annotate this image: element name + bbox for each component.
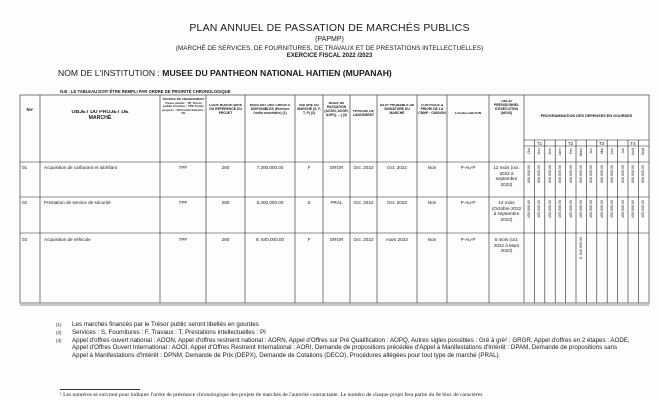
month-amount: 600,000.00 [547,165,552,183]
row-source: TPF [178,237,188,242]
month-amount: 600,000.00 [599,165,604,183]
month-amount: 8, 840,000.00 [579,237,583,259]
month-amount: 450,000.00 [558,200,563,218]
row-no: 01 [22,165,28,170]
page-acronym: (PAPMP) [315,36,344,43]
row-date-signature: Oct. 2022 [387,200,407,205]
row-delai: 12 mois (Octobre 2022 à septembre 2023) [491,200,522,222]
month-amount: 600,000.00 [641,165,646,183]
page-title: PLAN ANNUEL DE PASSATION DE MARCHÉS PUBLICS [189,22,470,34]
priority-note: N.B : LE TABLEAU DOIT ÊTRE REMPLI PAR ORDRE DE PRIORITÉ CHRONOLOGIQUE [60,89,231,94]
row-no: 03 [22,237,28,242]
row-periode: Oct. 2022 [353,165,374,170]
month-amount: 600,000.00 [568,165,573,183]
col-header-nature: NATURE DU MARCHÉ (S, F, T, P) (2) [297,104,321,115]
col-header-mode: MODE DE PASSATION (AOON, AOOR, AOPQ, ...) (3) [324,102,349,117]
row-objet: Prestation de service de sécurité [44,200,111,205]
col-header-objet: OBJET DU PROJET DE MARCHÉ [71,110,129,121]
month-header: Fév [568,148,573,154]
institution-label: NOM DE L'INSTITUTION : [58,68,160,78]
row-date-signature: Oct. 2022 [387,165,407,170]
quarter-t2: T2 [567,140,574,146]
row-localisation: P-Au-P [460,165,476,170]
month-amount: 450,000.00 [537,200,542,218]
col-header-periode: PÉRIODE DE LANCEMENT [352,110,375,117]
row-objet: Acquisition de véhicule [44,237,91,242]
footnote-rule [60,389,140,390]
month-amount: 450,000.00 [631,200,635,218]
month-header: Avr [589,148,594,154]
row-localisation: P-Au-P [460,237,476,242]
note-item [56,336,632,360]
note-label: (3) [56,337,62,343]
row-date-signature: mars 2023 [386,237,408,242]
month-amount: 600,000.00 [620,165,625,183]
row-delai: 12 mois (oct. 2022 à septembre 2023) [493,165,520,187]
fiscal-year: EXERCICE FISCAL 2022 /2023 [286,53,373,59]
note-item [56,328,632,337]
month-header: Juin [610,148,615,155]
row-periode: Oct. 2022 [353,200,374,205]
page-subtitle: (MARCHÉ DE SERVICES, DE FOURNITURES, DE TRAVAUX ET DE PRESTATIONS INTELLECTUELLES) [175,45,484,52]
row-mode: GRGR [329,237,344,242]
note-text: Appel d'offres ouvert national : AOON, Appel d'offres restreint national : AORN, Appel d'Offres sur Pré Qualification : AOPQ, Autres sigles possibles : Gré à gré² : GRGR, Appel d'offres en 2 étapes : AODE, Appel d'Offres Ouvert International : AOOI, Appel d'Offres Restreint International : AORI, Demande de propositions précédée d'Appel à Manifestations d'Intérêt : DPAM, Demande de propositions sans Appel à Manifestations d'Intérêt : DPNM, Demande de Prix (DEPX), Demande de Cotations (DECO), Procédures allégées pour tout type de marché (PRAL). [72,336,630,359]
month-amount: 600,000.00 [527,165,531,183]
month-header: Nov [537,148,542,155]
row-nature: F [307,237,311,242]
month-header: Déc [547,148,552,155]
note-label: (1) [56,322,62,327]
row-nature: S [307,200,311,205]
row-source: TPF [178,165,188,170]
note-text: Services : S, Fournitures : F, Travaux : T, Prestations intellectuelles : PI [72,328,266,336]
month-amount: 450,000.00 [589,200,594,218]
row-objet: Acquisition de carburant et lubrifiant [44,165,118,170]
row-controle: Non [427,200,437,205]
col-header-no: No¹ [26,108,34,112]
month-header: Sept [641,148,646,156]
row-code: 280 [221,165,230,170]
col-header-delai: DÉLAI PRÉVISIONNEL D'EXÉCUTION (MOIS) [493,100,520,115]
row-montant: 8, 840,000.00 [255,237,285,242]
month-amount: 450,000.00 [641,200,646,218]
row-controle: Non [427,165,437,170]
month-header: Mai [599,148,604,154]
note-item [56,321,632,329]
row-source: TPF [178,200,188,205]
row-code: 280 [221,200,230,205]
month-amount: 450,000.00 [568,200,573,218]
month-amount: 450,000.00 [599,200,604,218]
row-mode: GRGR [329,165,344,170]
col-header-source: SOURCE DE FINANCEMENT Trésor public : TP, Trésor public fonction.: TPF Fonds propres : FP Fonds Externe : FE [162,98,205,116]
month-header: Mars [579,148,583,156]
month-header: Janv [558,148,563,156]
month-amount: 600,000.00 [558,165,563,183]
footnote: ¹ Les numéros se suivront pour indiquer l'ordre de préséance chronologique des projets de marchés de l'autorité contractante. Le numéro de chaque projet fera partie du 6e bloc de caractères [60,392,483,398]
col-header-code: CODE BUDGÉTAIRE OU RÉFÉRENCE DU PROJET [209,104,242,115]
month-amount: 600,000.00 [579,165,583,183]
note-label: (2) [56,329,62,335]
month-amount: 600,000.00 [610,165,615,183]
row-localisation: P-Au-P [460,200,476,205]
month-amount: 450,000.00 [620,200,625,218]
row-mode: PRAL [330,200,343,205]
month-amount: 450,000.00 [547,200,552,218]
row-delai: 6 mois (oct. 2022 à Mars 2023) [493,237,520,253]
note-text: Les marchés financés par le Trésor public seront libellés en gourdes [72,321,259,328]
month-header: Juil [620,148,625,154]
col-header-date-signature: DATE PROBABLE DE SIGNATURE DU MARCHÉ [379,104,415,115]
month-amount: 450,000.00 [579,200,583,218]
row-periode: Oct. 2022 [353,237,374,242]
month-amount: 450,000.00 [610,200,615,218]
quarter-t3: T3 [598,140,605,146]
month-amount: 600,000.00 [631,165,635,183]
quarter-t4: T4 [630,140,636,146]
row-montant: 7,200,000.00 [256,165,284,170]
col-header-localisation: LOCALI-SATION [454,112,482,115]
row-controle: Non [427,237,437,242]
row-montant: 5,400,000.00 [256,200,284,205]
row-no: 02 [22,200,28,205]
month-header: Août [631,148,635,156]
row-nature: F [307,165,311,170]
quarter-t1: T1 [536,140,543,146]
month-header: Oct [527,148,531,154]
month-amount: 600,000.00 [589,165,594,183]
notes-block [56,321,632,360]
col-header-programmation: PROGRAMMATION DES DÉPENSES EN GOURDES [540,114,633,118]
institution-name: MUSEE DU PANTHEON NATIONAL HAITIEN (MUPANAH) [162,68,392,78]
month-amount: 600,000.00 [537,165,542,183]
month-amount: 450,000.00 [527,200,531,218]
row-code: 280 [221,237,230,242]
col-header-montant: MONTANT DES CRÉDITS DISPONIBLES (Préciser l'unité monétaire) (1) [249,104,291,115]
col-header-controle: CONTRÔLE À PRIORI DE LA CNMP : OUI/NON [418,104,446,115]
